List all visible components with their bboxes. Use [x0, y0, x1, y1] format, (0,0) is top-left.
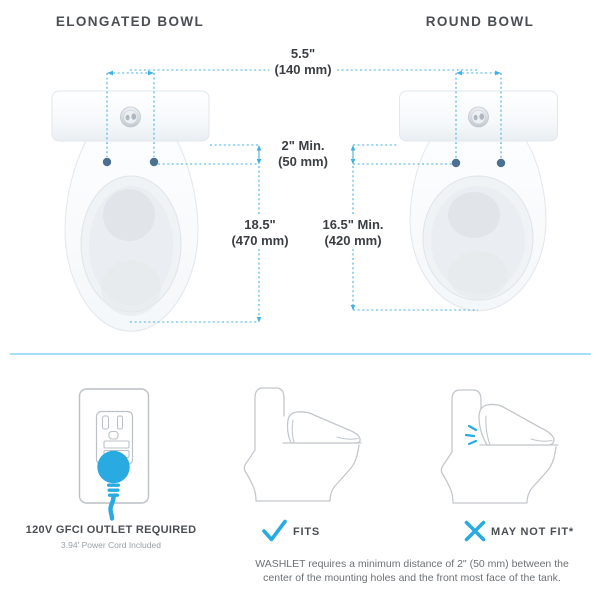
round-depth-inches: 16.5" Min. — [322, 217, 384, 232]
may-not-fit-label: MAY NOT FIT* — [491, 526, 574, 538]
outlet-required-label: 120V GFCI OUTLET REQUIRED — [25, 524, 197, 536]
elongated-bowl-heading: ELONGATED BOWL — [55, 14, 205, 29]
x-icon — [467, 523, 484, 540]
tank-clearance-dimension-label — [273, 137, 333, 170]
tank-clearance-mm: (50 mm) — [278, 153, 328, 169]
tank-clearance-inches: 2" Min. — [281, 138, 325, 153]
may-not-fit-toilet-illustration — [441, 390, 558, 503]
round-toilet-top-view — [400, 91, 558, 311]
washlet-footnote-line2: center of the mounting holes and the front most face of the tank. — [263, 571, 561, 584]
washlet-footnote — [222, 558, 600, 585]
round-depth-dimension-label — [317, 216, 388, 249]
elongated-toilet-top-view — [52, 91, 209, 331]
power-cord-note: 3.94' Power Cord Included — [61, 540, 161, 550]
hole-spacing-inches: 5.5" — [290, 46, 316, 61]
elongated-depth-mm: (470 mm) — [231, 232, 289, 248]
collision-marks-icon — [466, 426, 476, 444]
elongated-depth-dimension-label — [226, 216, 293, 249]
flush-button-icon — [121, 107, 141, 127]
round-bowl-heading: ROUND BOWL — [425, 14, 535, 29]
power-plug-icon — [97, 451, 129, 519]
washlet-footnote-line1: WASHLET requires a minimum distance of 2" (50 mm) between the — [255, 558, 569, 570]
fits-label: FITS — [293, 526, 321, 538]
fits-toilet-illustration — [244, 388, 361, 501]
gfci-outlet-illustration — [80, 389, 149, 519]
elongated-depth-inches: 18.5" — [244, 217, 276, 232]
hole-spacing-dimension-label — [269, 45, 336, 78]
flush-button-icon — [469, 107, 489, 127]
checkmark-icon — [264, 522, 285, 540]
round-depth-mm: (420 mm) — [324, 232, 382, 248]
hole-spacing-mm: (140 mm) — [274, 61, 332, 77]
